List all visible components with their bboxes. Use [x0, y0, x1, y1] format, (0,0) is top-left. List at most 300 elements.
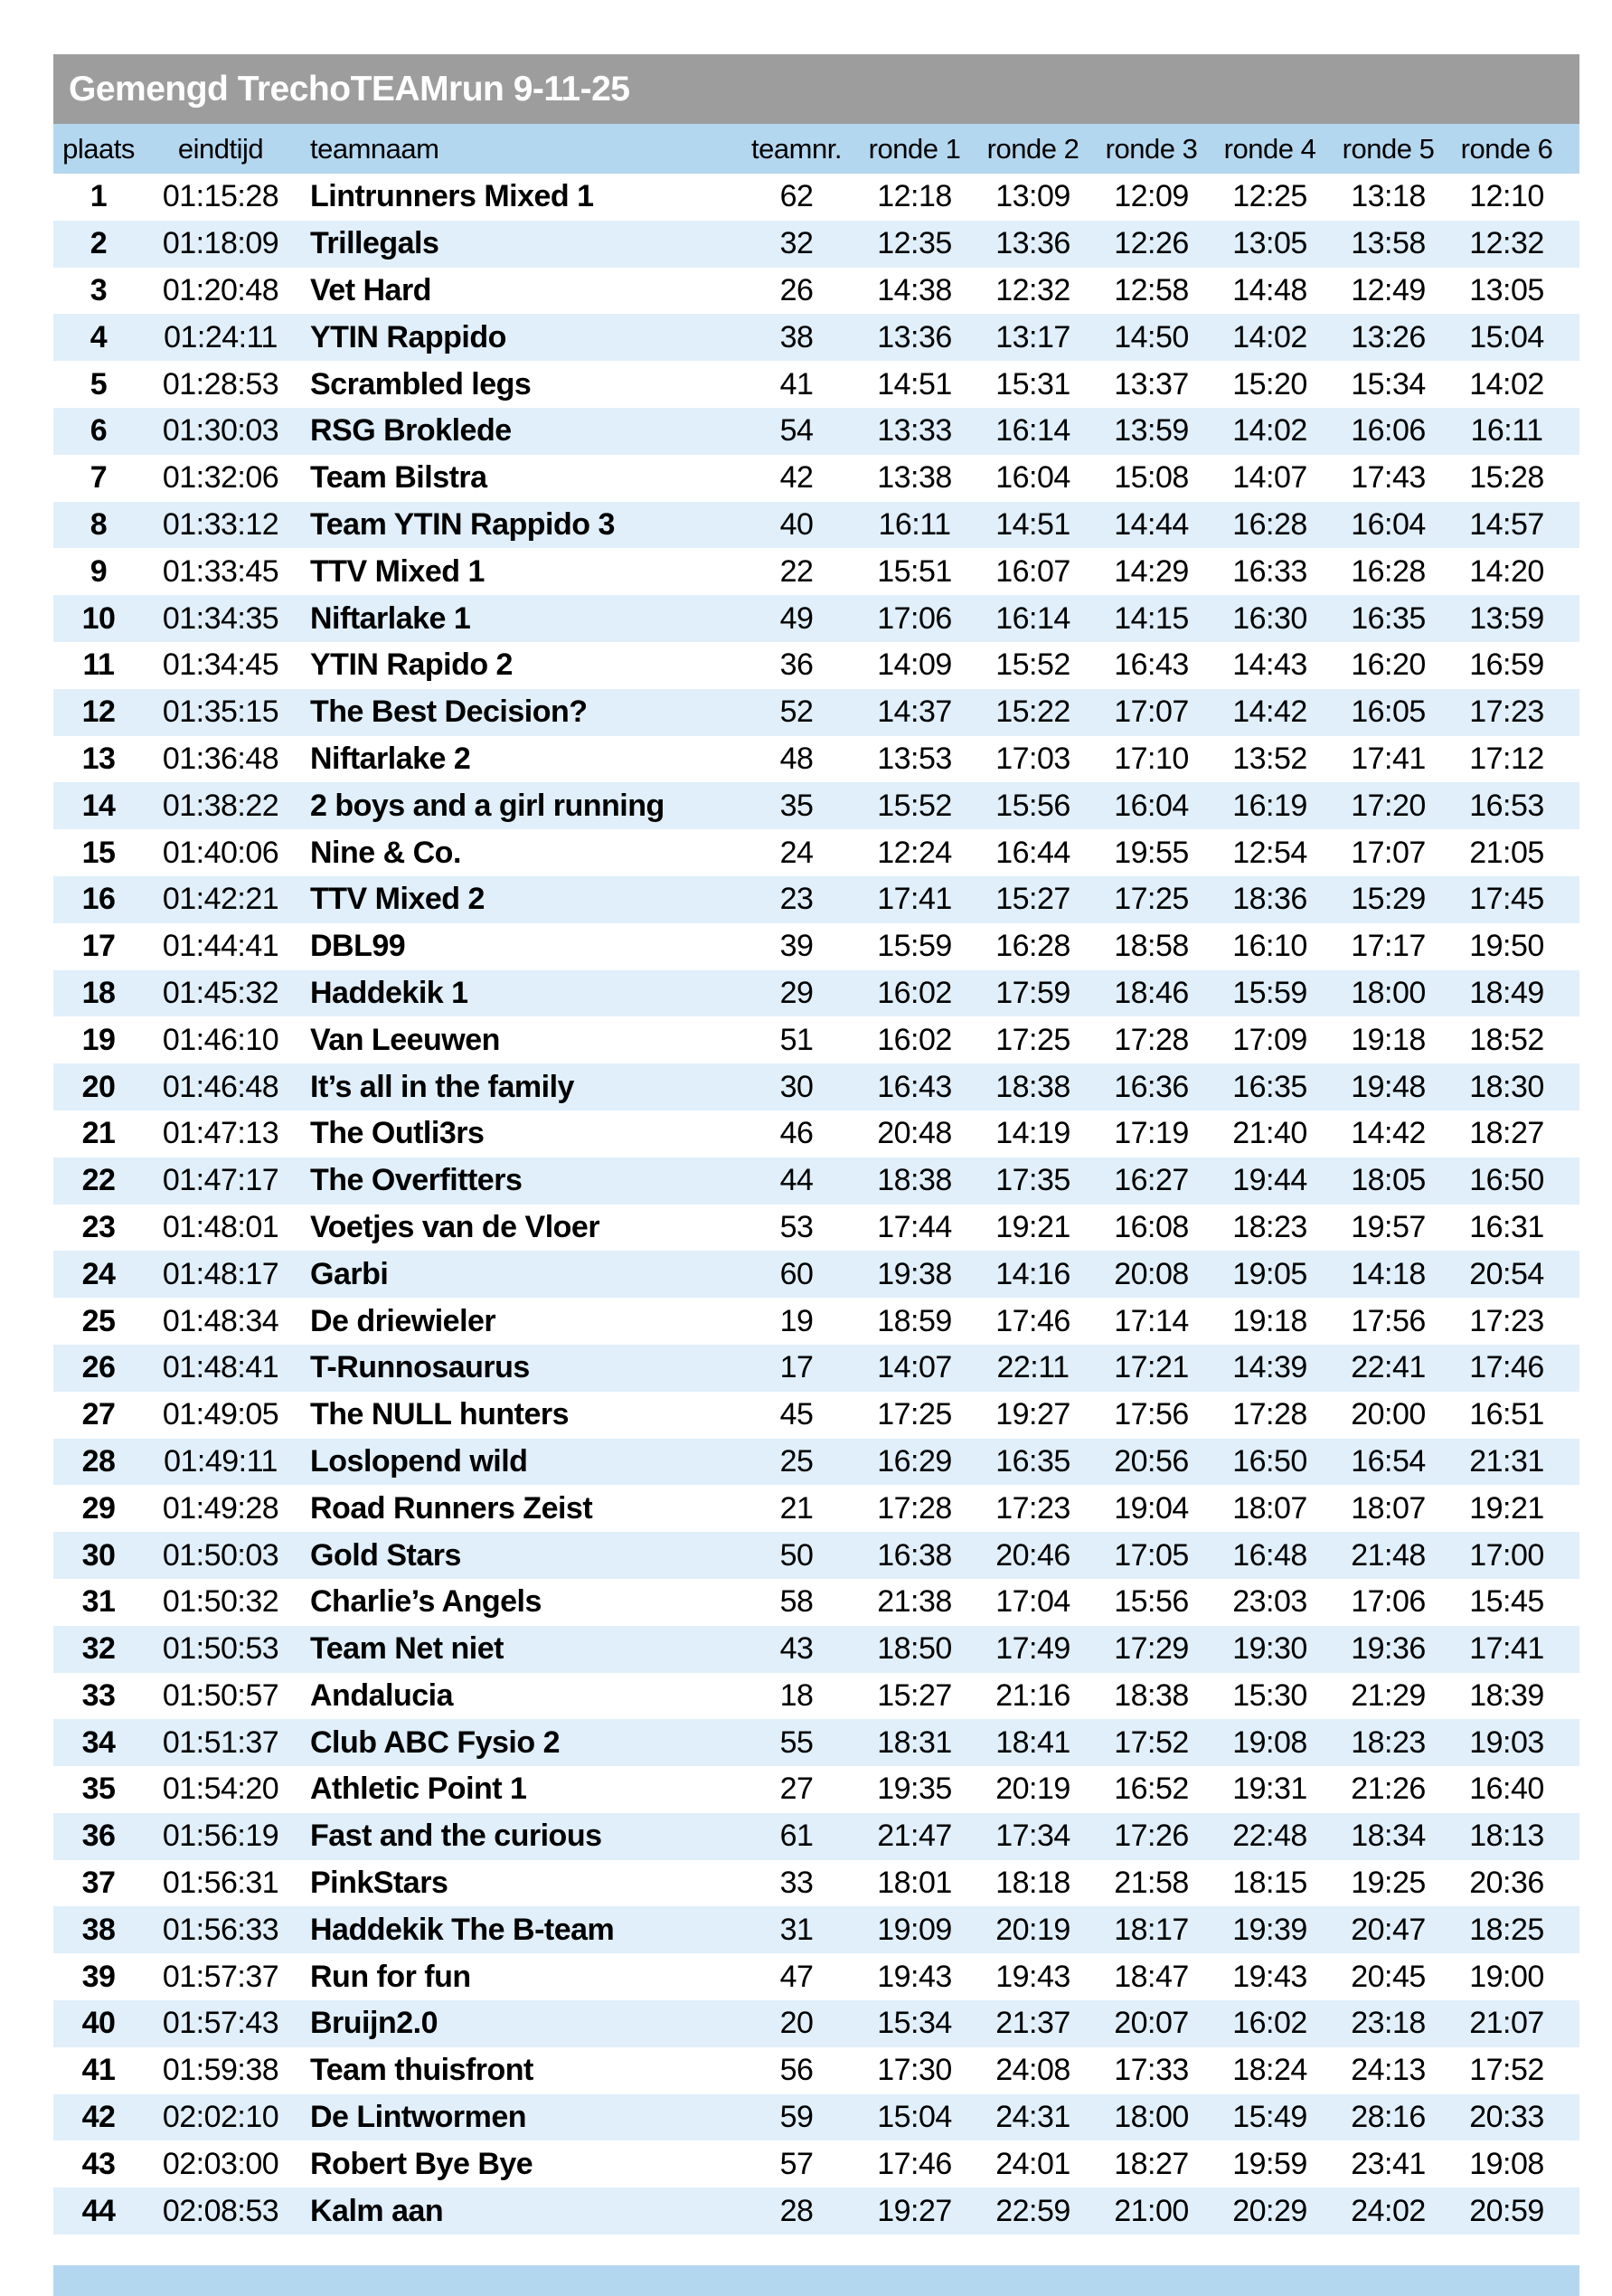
cell-teamnr: 46 — [779, 1116, 814, 1151]
table-row — [53, 782, 1579, 829]
cell-ronde3: 17:10 — [1114, 741, 1189, 776]
column-header-ronde3: ronde 3 — [1105, 132, 1198, 165]
cell-ronde5: 17:07 — [1351, 835, 1426, 870]
cell-eindtijd: 01:47:17 — [162, 1163, 279, 1198]
cell-ronde4: 16:10 — [1232, 929, 1307, 964]
cell-ronde3: 20:07 — [1114, 2006, 1189, 2041]
cell-plaats: 14 — [81, 788, 116, 823]
cell-ronde3: 16:04 — [1114, 788, 1189, 823]
cell-ronde6: 21:31 — [1469, 1443, 1544, 1479]
cell-teamnaam: It’s all in the family — [310, 1069, 574, 1104]
cell-ronde1: 18:59 — [877, 1303, 952, 1338]
cell-plaats: 15 — [81, 835, 116, 870]
cell-plaats: 40 — [81, 2006, 116, 2041]
cell-teamnaam: Road Runners Zeist — [310, 1490, 593, 1526]
cell-teamnaam: Kalm aan — [310, 2193, 444, 2228]
cell-teamnr: 30 — [779, 1069, 814, 1104]
cell-ronde1: 16:43 — [877, 1069, 952, 1104]
cell-teamnr: 41 — [779, 366, 814, 402]
cell-plaats: 19 — [81, 1022, 116, 1057]
table-row — [53, 268, 1579, 315]
cell-ronde5: 18:34 — [1351, 1819, 1426, 1854]
cell-ronde6: 17:41 — [1469, 1631, 1544, 1667]
cell-teamnaam: Niftarlake 2 — [310, 741, 471, 776]
cell-ronde6: 19:00 — [1469, 1959, 1544, 1994]
cell-ronde3: 18:38 — [1114, 1677, 1189, 1713]
cell-ronde1: 16:02 — [877, 1022, 952, 1057]
cell-teamnr: 19 — [779, 1303, 814, 1338]
cell-ronde3: 16:43 — [1114, 647, 1189, 683]
cell-ronde6: 17:00 — [1469, 1537, 1544, 1573]
table-row — [53, 2047, 1579, 2094]
cell-teamnr: 57 — [779, 2146, 814, 2181]
cell-ronde4: 19:08 — [1232, 1724, 1307, 1760]
cell-plaats: 42 — [81, 2100, 116, 2135]
cell-teamnr: 28 — [779, 2193, 814, 2228]
cell-ronde6: 19:21 — [1469, 1490, 1544, 1526]
cell-ronde1: 15:27 — [877, 1677, 952, 1713]
table-row — [53, 2140, 1579, 2187]
cell-ronde5: 17:20 — [1351, 788, 1426, 823]
cell-teamnaam: De driewieler — [310, 1303, 496, 1338]
cell-ronde2: 15:27 — [995, 882, 1070, 917]
cell-plaats: 5 — [90, 366, 108, 402]
cell-teamnr: 48 — [779, 741, 814, 776]
cell-ronde6: 18:49 — [1469, 975, 1544, 1010]
cell-ronde5: 17:43 — [1351, 460, 1426, 496]
cell-teamnaam: The Outli3rs — [310, 1116, 485, 1151]
cell-ronde3: 16:08 — [1114, 1209, 1189, 1244]
cell-ronde3: 18:27 — [1114, 2146, 1189, 2181]
cell-ronde3: 13:59 — [1114, 413, 1189, 449]
cell-ronde1: 18:38 — [877, 1163, 952, 1198]
cell-eindtijd: 01:32:06 — [162, 460, 279, 496]
cell-teamnr: 35 — [779, 788, 814, 823]
cell-plaats: 25 — [81, 1303, 116, 1338]
cell-ronde5: 16:28 — [1351, 553, 1426, 589]
cell-teamnaam: TTV Mixed 1 — [310, 553, 485, 589]
cell-teamnaam: PinkStars — [310, 1866, 448, 1901]
cell-ronde5: 18:23 — [1351, 1724, 1426, 1760]
table-row — [53, 314, 1579, 361]
cell-ronde6: 17:23 — [1469, 1303, 1544, 1338]
cell-ronde2: 17:59 — [995, 975, 1070, 1010]
cell-eindtijd: 02:02:10 — [162, 2100, 279, 2135]
cell-ronde5: 16:05 — [1351, 694, 1426, 730]
cell-teamnr: 29 — [779, 975, 814, 1010]
cell-ronde6: 20:33 — [1469, 2100, 1544, 2135]
cell-plaats: 22 — [81, 1163, 116, 1198]
cell-ronde4: 22:48 — [1232, 1819, 1307, 1854]
cell-ronde4: 17:09 — [1232, 1022, 1307, 1057]
cell-ronde2: 20:19 — [995, 1772, 1070, 1807]
cell-eindtijd: 01:48:17 — [162, 1256, 279, 1291]
cell-teamnaam: Andalucia — [310, 1677, 453, 1713]
cell-ronde1: 15:52 — [877, 788, 952, 823]
cell-ronde2: 19:43 — [995, 1959, 1070, 1994]
cell-ronde6: 21:05 — [1469, 835, 1544, 870]
cell-eindtijd: 01:54:20 — [162, 1772, 279, 1807]
cell-ronde2: 13:17 — [995, 319, 1070, 354]
cell-ronde5: 16:35 — [1351, 600, 1426, 636]
cell-eindtijd: 01:56:19 — [162, 1819, 279, 1854]
cell-ronde6: 15:04 — [1469, 319, 1544, 354]
cell-ronde6: 14:20 — [1469, 553, 1544, 589]
cell-teamnr: 33 — [779, 1866, 814, 1901]
cell-plaats: 6 — [90, 413, 108, 449]
cell-teamnaam: Nine & Co. — [310, 835, 461, 870]
cell-teamnaam: De Lintwormen — [310, 2100, 527, 2135]
cell-ronde6: 12:10 — [1469, 179, 1544, 214]
column-header-teamnr: teamnr. — [751, 132, 842, 165]
cell-ronde4: 18:23 — [1232, 1209, 1307, 1244]
cell-plaats: 1 — [90, 179, 108, 214]
cell-ronde3: 17:33 — [1114, 2053, 1189, 2088]
cell-ronde6: 16:51 — [1469, 1397, 1544, 1432]
cell-teamnaam: T-Runnosaurus — [310, 1350, 530, 1385]
cell-eindtijd: 01:45:32 — [162, 975, 279, 1010]
cell-plaats: 41 — [81, 2053, 116, 2088]
cell-plaats: 32 — [81, 1631, 116, 1667]
cell-ronde6: 19:08 — [1469, 2146, 1544, 2181]
cell-eindtijd: 01:49:11 — [164, 1443, 278, 1479]
cell-teamnr: 32 — [779, 226, 814, 261]
cell-ronde3: 12:26 — [1114, 226, 1189, 261]
table-row — [53, 1719, 1579, 1766]
cell-ronde1: 17:44 — [877, 1209, 952, 1244]
cell-ronde3: 18:58 — [1114, 929, 1189, 964]
cell-eindtijd: 01:48:01 — [162, 1209, 279, 1244]
cell-ronde3: 16:27 — [1114, 1163, 1189, 1198]
cell-plaats: 29 — [81, 1490, 116, 1526]
cell-ronde2: 20:46 — [995, 1537, 1070, 1573]
cell-ronde5: 22:41 — [1351, 1350, 1426, 1385]
cell-ronde2: 17:35 — [995, 1163, 1070, 1198]
cell-ronde4: 14:43 — [1232, 647, 1307, 683]
cell-ronde5: 16:20 — [1351, 647, 1426, 683]
table-row — [53, 1813, 1579, 1860]
cell-ronde3: 13:37 — [1114, 366, 1189, 402]
cell-ronde5: 13:26 — [1351, 319, 1426, 354]
cell-teamnaam: Haddekik 1 — [310, 975, 468, 1010]
table-row — [53, 221, 1579, 268]
cell-ronde3: 19:04 — [1114, 1490, 1189, 1526]
table-row — [53, 1673, 1579, 1720]
table-row — [53, 1205, 1579, 1252]
cell-eindtijd: 01:57:37 — [162, 1959, 279, 1994]
cell-ronde4: 19:59 — [1232, 2146, 1307, 2181]
cell-ronde1: 16:11 — [878, 506, 951, 542]
cell-teamnr: 38 — [779, 319, 814, 354]
table-row — [53, 1063, 1579, 1110]
cell-eindtijd: 01:42:21 — [162, 882, 279, 917]
cell-ronde2: 22:59 — [995, 2193, 1070, 2228]
cell-plaats: 2 — [90, 226, 108, 261]
cell-eindtijd: 01:56:31 — [162, 1866, 279, 1901]
cell-ronde1: 14:38 — [877, 272, 952, 307]
cell-teamnr: 40 — [779, 506, 814, 542]
cell-ronde5: 17:56 — [1351, 1303, 1426, 1338]
cell-ronde3: 20:56 — [1114, 1443, 1189, 1479]
cell-ronde5: 19:48 — [1351, 1069, 1426, 1104]
cell-eindtijd: 01:50:53 — [162, 1631, 279, 1667]
cell-ronde3: 17:14 — [1114, 1303, 1189, 1338]
column-header-teamnaam: teamnaam — [310, 132, 439, 165]
cell-teamnaam: DBL99 — [310, 929, 406, 964]
column-header-ronde6: ronde 6 — [1460, 132, 1553, 165]
cell-plaats: 13 — [81, 741, 116, 776]
cell-ronde3: 14:44 — [1114, 506, 1189, 542]
cell-ronde6: 18:13 — [1469, 1819, 1544, 1854]
cell-ronde2: 16:14 — [995, 600, 1070, 636]
cell-ronde5: 15:29 — [1351, 882, 1426, 917]
cell-ronde2: 16:28 — [995, 929, 1070, 964]
cell-ronde5: 12:49 — [1351, 272, 1426, 307]
cell-teamnaam: Voetjes van de Vloer — [310, 1209, 600, 1244]
cell-ronde6: 18:52 — [1469, 1022, 1544, 1057]
cell-teamnaam: 2 boys and a girl running — [310, 788, 665, 823]
cell-ronde1: 17:30 — [877, 2053, 952, 2088]
column-header-ronde2: ronde 2 — [986, 132, 1079, 165]
cell-ronde2: 14:19 — [995, 1116, 1070, 1151]
cell-ronde3: 21:58 — [1114, 1866, 1189, 1901]
cell-ronde3: 18:46 — [1114, 975, 1189, 1010]
cell-eindtijd: 02:08:53 — [162, 2193, 279, 2228]
page-title: Gemengd TrechoTEAMrun 9-11-25 — [69, 69, 630, 109]
cell-ronde2: 21:16 — [995, 1677, 1070, 1713]
cell-teamnaam: Niftarlake 1 — [310, 600, 471, 636]
table-row — [53, 1579, 1579, 1626]
cell-ronde1: 13:36 — [877, 319, 952, 354]
cell-ronde5: 28:16 — [1351, 2100, 1426, 2135]
cell-teamnr: 43 — [779, 1631, 814, 1667]
cell-teamnr: 24 — [779, 835, 814, 870]
cell-ronde1: 12:18 — [877, 179, 952, 214]
cell-ronde2: 15:22 — [995, 694, 1070, 730]
cell-ronde5: 19:36 — [1351, 1631, 1426, 1667]
cell-ronde4: 16:02 — [1232, 2006, 1307, 2041]
cell-teamnaam: The Overfitters — [310, 1163, 523, 1198]
cell-ronde4: 18:15 — [1232, 1866, 1307, 1901]
cell-ronde1: 16:38 — [877, 1537, 952, 1573]
table-header-row — [53, 124, 1579, 174]
table-row — [53, 595, 1579, 642]
cell-teamnaam: Athletic Point 1 — [310, 1772, 527, 1807]
cell-ronde2: 17:46 — [995, 1303, 1070, 1338]
cell-plaats: 31 — [81, 1584, 116, 1620]
cell-ronde5: 15:34 — [1351, 366, 1426, 402]
cell-ronde4: 16:50 — [1232, 1443, 1307, 1479]
cell-ronde5: 23:41 — [1351, 2146, 1426, 2181]
cell-ronde2: 18:41 — [995, 1724, 1070, 1760]
cell-ronde5: 21:29 — [1351, 1677, 1426, 1713]
cell-eindtijd: 01:50:57 — [162, 1677, 279, 1713]
table-row — [53, 1016, 1579, 1063]
table-row — [53, 1766, 1579, 1813]
cell-ronde3: 18:17 — [1114, 1912, 1189, 1947]
cell-teamnaam: YTIN Rapido 2 — [310, 647, 513, 683]
cell-ronde6: 18:25 — [1469, 1912, 1544, 1947]
cell-ronde3: 17:26 — [1114, 1819, 1189, 1854]
cell-ronde5: 16:54 — [1351, 1443, 1426, 1479]
cell-ronde5: 16:06 — [1351, 413, 1426, 449]
table-row — [53, 1626, 1579, 1673]
cell-ronde3: 17:25 — [1114, 882, 1189, 917]
cell-ronde4: 21:40 — [1232, 1116, 1307, 1151]
table-row — [53, 829, 1579, 876]
cell-ronde2: 14:51 — [995, 506, 1070, 542]
cell-ronde2: 17:23 — [995, 1490, 1070, 1526]
cell-ronde3: 18:47 — [1114, 1959, 1189, 1994]
cell-ronde4: 18:36 — [1232, 882, 1307, 917]
cell-ronde4: 20:29 — [1232, 2193, 1307, 2228]
cell-ronde2: 17:04 — [995, 1584, 1070, 1620]
cell-ronde1: 14:37 — [877, 694, 952, 730]
cell-ronde6: 15:45 — [1469, 1584, 1544, 1620]
cell-ronde2: 18:18 — [995, 1866, 1070, 1901]
table-row — [53, 1439, 1579, 1486]
cell-plaats: 44 — [81, 2193, 116, 2228]
cell-ronde5: 19:57 — [1351, 1209, 1426, 1244]
cell-ronde5: 20:45 — [1351, 1959, 1426, 1994]
cell-ronde4: 16:28 — [1232, 506, 1307, 542]
column-header-eindtijd: eindtijd — [177, 132, 264, 165]
table-row — [53, 689, 1579, 736]
cell-teamnaam: Trillegals — [310, 226, 439, 261]
table-row — [53, 408, 1579, 455]
cell-teamnaam: Bruijn2.0 — [310, 2006, 438, 2041]
cell-ronde1: 12:24 — [877, 835, 952, 870]
cell-ronde2: 14:16 — [995, 1256, 1070, 1291]
cell-ronde5: 13:18 — [1351, 179, 1426, 214]
cell-ronde3: 14:29 — [1114, 553, 1189, 589]
cell-ronde1: 16:29 — [877, 1443, 952, 1479]
cell-teamnr: 50 — [779, 1537, 814, 1573]
cell-teamnaam: Team YTIN Rappido 3 — [310, 506, 615, 542]
cell-eindtijd: 01:46:48 — [162, 1069, 279, 1104]
cell-plaats: 10 — [81, 600, 116, 636]
cell-teamnr: 53 — [779, 1209, 814, 1244]
cell-ronde2: 17:34 — [995, 1819, 1070, 1854]
cell-ronde1: 17:41 — [877, 882, 952, 917]
cell-teamnaam: Haddekik The B-team — [310, 1912, 615, 1947]
cell-ronde5: 16:04 — [1351, 506, 1426, 542]
cell-teamnaam: Scrambled legs — [310, 366, 532, 402]
cell-teamnaam: TTV Mixed 2 — [310, 882, 485, 917]
cell-ronde4: 14:39 — [1232, 1350, 1307, 1385]
cell-eindtijd: 01:30:03 — [162, 413, 279, 449]
cell-ronde1: 18:31 — [877, 1724, 952, 1760]
table-row — [53, 174, 1579, 221]
cell-ronde4: 14:48 — [1232, 272, 1307, 307]
cell-ronde2: 16:35 — [995, 1443, 1070, 1479]
table-body — [53, 174, 1579, 2235]
cell-ronde4: 14:07 — [1232, 460, 1307, 496]
cell-ronde6: 19:50 — [1469, 929, 1544, 964]
cell-ronde2: 19:21 — [995, 1209, 1070, 1244]
cell-plaats: 18 — [81, 975, 116, 1010]
cell-plaats: 24 — [81, 1256, 116, 1291]
cell-teamnr: 52 — [779, 694, 814, 730]
cell-eindtijd: 01:38:22 — [162, 788, 279, 823]
cell-eindtijd: 01:50:03 — [162, 1537, 279, 1573]
table-row — [53, 876, 1579, 923]
cell-teamnr: 21 — [779, 1490, 814, 1526]
cell-ronde3: 17:05 — [1114, 1537, 1189, 1573]
cell-ronde5: 17:17 — [1351, 929, 1426, 964]
cell-plaats: 33 — [81, 1677, 116, 1713]
cell-plaats: 17 — [81, 929, 116, 964]
title-bar — [53, 54, 1579, 124]
cell-ronde2: 16:04 — [995, 460, 1070, 496]
cell-eindtijd: 01:34:35 — [162, 600, 279, 636]
cell-eindtijd: 01:44:41 — [162, 929, 279, 964]
cell-ronde6: 17:52 — [1469, 2053, 1544, 2088]
cell-ronde6: 16:40 — [1469, 1772, 1544, 1807]
cell-ronde5: 18:07 — [1351, 1490, 1426, 1526]
cell-ronde4: 12:25 — [1232, 179, 1307, 214]
cell-ronde1: 15:59 — [877, 929, 952, 964]
column-header-plaats: plaats — [62, 132, 135, 165]
cell-ronde2: 16:07 — [995, 553, 1070, 589]
table-row — [53, 1860, 1579, 1907]
cell-ronde3: 17:07 — [1114, 694, 1189, 730]
table-row — [53, 1953, 1579, 2000]
cell-ronde2: 21:37 — [995, 2006, 1070, 2041]
cell-ronde1: 18:50 — [877, 1631, 952, 1667]
cell-plaats: 26 — [81, 1350, 116, 1385]
cell-teamnr: 23 — [779, 882, 814, 917]
cell-teamnaam: Loslopend wild — [310, 1443, 528, 1479]
cell-ronde2: 19:27 — [995, 1397, 1070, 1432]
cell-teamnaam: RSG Broklede — [310, 413, 512, 449]
cell-ronde6: 20:54 — [1469, 1256, 1544, 1291]
table-row — [53, 1392, 1579, 1439]
cell-plaats: 9 — [90, 553, 108, 589]
cell-ronde4: 14:02 — [1232, 413, 1307, 449]
cell-ronde4: 18:07 — [1232, 1490, 1307, 1526]
cell-ronde1: 14:07 — [877, 1350, 952, 1385]
cell-ronde4: 17:28 — [1232, 1397, 1307, 1432]
cell-ronde2: 24:01 — [995, 2146, 1070, 2181]
cell-ronde3: 17:21 — [1114, 1350, 1189, 1385]
cell-ronde6: 12:32 — [1469, 226, 1544, 261]
cell-ronde3: 16:52 — [1114, 1772, 1189, 1807]
cell-teamnr: 31 — [779, 1912, 814, 1947]
cell-ronde2: 17:25 — [995, 1022, 1070, 1057]
cell-plaats: 37 — [81, 1866, 116, 1901]
cell-teamnr: 17 — [779, 1350, 814, 1385]
cell-ronde5: 17:06 — [1351, 1584, 1426, 1620]
table-row — [53, 548, 1579, 595]
cell-ronde3: 17:19 — [1114, 1116, 1189, 1151]
table-row — [53, 1485, 1579, 1532]
cell-plaats: 34 — [81, 1724, 116, 1760]
cell-ronde4: 19:43 — [1232, 1959, 1307, 1994]
cell-ronde4: 15:59 — [1232, 975, 1307, 1010]
cell-ronde2: 18:38 — [995, 1069, 1070, 1104]
column-header-ronde4: ronde 4 — [1223, 132, 1316, 165]
table-row — [53, 642, 1579, 689]
cell-ronde5: 20:47 — [1351, 1912, 1426, 1947]
cell-eindtijd: 01:48:41 — [162, 1350, 279, 1385]
cell-teamnaam: Gold Stars — [310, 1537, 461, 1573]
cell-ronde1: 18:01 — [877, 1866, 952, 1901]
cell-ronde4: 16:35 — [1232, 1069, 1307, 1104]
cell-ronde2: 15:31 — [995, 366, 1070, 402]
cell-ronde1: 14:09 — [877, 647, 952, 683]
cell-ronde3: 19:55 — [1114, 835, 1189, 870]
